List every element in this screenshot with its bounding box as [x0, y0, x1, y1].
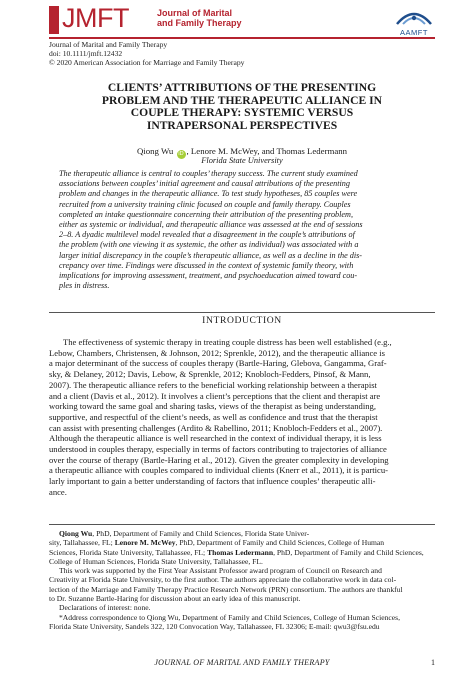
- body-line: and a client (Davis et al., 2012). It involves a client’s perceptions that the client and therapist are: [49, 390, 381, 401]
- running-footer: JOURNAL OF MARITAL AND FAMILY THERAPY: [154, 658, 330, 667]
- article-title: [49, 82, 435, 132]
- abstract-line: ples in distress.: [59, 281, 110, 291]
- title-line: PROBLEM AND THE THERAPEUTIC ALLIANCE IN: [101, 93, 383, 107]
- body-line: Lebow, Chambers, Christensen, & Johnson, 2012; Sprenkle, 2012), and the therapeutic alliance is: [49, 347, 385, 358]
- footnote-line: Qiong Wu, PhD, Department of Family and Child Sciences, Florida State Univer-: [59, 529, 310, 538]
- body-line: ance.: [49, 486, 67, 497]
- logo-subtitle-line-2: and Family Therapy: [157, 18, 242, 28]
- abstract-line: implications for improving assessment, treatment, and psychoeducation aimed toward cou-: [59, 271, 358, 281]
- body-line: sky, & Delaney, 2012; Davis, Lebow, & Sprenkle, 2012; Knobloch-Fedders, Pinsof, & Mann,: [49, 369, 371, 380]
- abstract-line: completed an intake questionnaire concerning their attribution of the presenting problem,: [59, 209, 354, 219]
- body-line: a therapeutic alliance with couples compared to individual clients (Knerr et al., 2011), it is particu-: [49, 465, 389, 476]
- footnote-line: *Address correspondence to Qiong Wu, Department of Family and Child Sciences, College of Human Sciences,: [59, 612, 400, 622]
- footnote-divider: [49, 524, 435, 525]
- body-line: The effectiveness of systemic therapy in treating couple distress has been well established (e.g.,: [63, 337, 392, 347]
- logo-subtitle-line-1: Journal of Marital: [157, 8, 233, 18]
- footnote-line: This work was supported by the First Year Assistant Professor award program of Council on Research and: [59, 566, 382, 576]
- section-heading: INTRODUCTION: [202, 315, 282, 326]
- body-line: over the course of therapy (Bartle-Haring et al., 2012). Given the greater complexity in developing: [49, 454, 389, 465]
- abstract-line: problem and changes in the therapeutic alliance. To test study hypotheses, 85 couples were: [59, 189, 358, 199]
- affiliation: Florida State University: [201, 156, 283, 165]
- footnote-line: Declarations of interest: none.: [59, 603, 151, 613]
- abstract: [59, 169, 425, 291]
- aamft-logo-text: AAMFT: [400, 28, 428, 37]
- abstract-line: associations between couples’ initial agreement and causal attributions of the presenting: [59, 179, 350, 189]
- footnote-line[interactable]: Florida State University, Sandels 322, 120 Convocation Way, Tallahassee, FL 32306; E-mail: qwu3@fsu.edu: [49, 621, 380, 631]
- footnote-line: lection of the Marriage and Family Therapy Practice Research Network (PRN) consortium. The authors are thankful: [49, 584, 403, 594]
- page-number: 1: [431, 658, 435, 667]
- doi[interactable]: doi: 10.1111/jmft.12432: [49, 48, 123, 58]
- copyright: © 2020 American Association for Marriage and Family Therapy: [49, 57, 245, 67]
- footnote-line: Sciences, Florida State University, Tallahassee, FL; Thomas Ledermann, PhD, Department of Family and Child Sciences,: [49, 547, 424, 557]
- body-line: larly important to gain a better understanding of factors that influence couples’ therapeutic alli-: [49, 476, 376, 487]
- abstract-line: either as systemic or individual, and therapeutic alliance was assessed at the end of sessions: [59, 220, 363, 230]
- footnote-line: Creativity at Florida State University, to the first author. The authors appreciate the collaborative work in data col-: [49, 575, 397, 585]
- title-line: INTRAPERSONAL PERSPECTIVES: [146, 118, 338, 132]
- abstract-line: the problem (with one viewing it as systemic, the other as individual) was associated with a: [59, 240, 359, 250]
- aamft-logo: [393, 6, 435, 36]
- journal-logo-subtitle: [157, 8, 242, 28]
- body-line: Although the therapeutic alliance is well researched in the context of individual therapy, it is less: [49, 433, 382, 444]
- article-meta: [49, 41, 244, 67]
- abstract-line: The therapeutic alliance is central to couples’ therapy success. The current study examined: [59, 169, 358, 178]
- co-authors: , Lenore M. McWey, and Thomas Ledermann: [186, 146, 348, 156]
- body-line: supportive, and respectful of the client’s needs, as well as confidence and trust that the therapist: [49, 411, 378, 422]
- abstract-line: 2–8. A dyadic multilevel model revealed that a disagreement in the couple’s attributions of: [59, 230, 355, 240]
- body-paragraph: [49, 337, 435, 498]
- abstract-divider: [49, 312, 435, 313]
- footnote-line: sity, Tallahassee, FL; Lenore M. McWey, PhD, Department of Family and Child Sciences, College of Human: [49, 538, 385, 548]
- footnote-line: College of Human Sciences, Florida State University, Tallahassee, FL.: [49, 556, 263, 566]
- journal-name: Journal of Marital and Family Therapy: [49, 40, 168, 49]
- orcid-icon[interactable]: iD: [178, 151, 184, 157]
- title-line: CLIENTS’ ATTRIBUTIONS OF THE PRESENTING: [107, 81, 377, 94]
- body-line: understood in couples therapy, especially in terms of factors contributing to trajectories of alliance: [49, 444, 387, 455]
- author-name[interactable]: Qiong Wu: [136, 146, 174, 156]
- abstract-line: crepancy over time. Findings were discussed in the context of systemic family theory, with: [59, 260, 354, 270]
- body-line: a major determinant of the success of couples therapy (Bartle-Haring, Glebova, Gangamma, Graf-: [49, 358, 387, 369]
- body-line: 2007). The therapeutic alliance refers to the beneficial working relationship between a therapist: [49, 379, 377, 390]
- journal-logo-mark: [49, 6, 59, 34]
- masthead-rule: [49, 37, 435, 39]
- journal-logo: JMFT: [62, 3, 129, 33]
- abstract-line: recruited from a university training clinic focused on couple and family therapy. Couples: [59, 199, 351, 209]
- aamft-emblem-icon: [393, 6, 435, 28]
- body-line: can assist with presenting challenges (Ardito & Rabellino, 2011; Knobloch-Fedders et al., 2007).: [49, 422, 383, 433]
- footnote-line: to Dr. Suzanne Bartle-Haring for discussion about an early idea of this manuscript.: [49, 594, 301, 604]
- footnotes: [49, 529, 435, 631]
- title-line: COUPLE THERAPY: SYSTEMIC VERSUS: [130, 106, 354, 120]
- abstract-line: larger initial discrepancy in the couple’s therapeutic alliance, as well as a decline in the dis-: [59, 250, 363, 260]
- body-line: working toward the same goal and sharing tasks, views of the therapist as being understanding,: [49, 401, 376, 412]
